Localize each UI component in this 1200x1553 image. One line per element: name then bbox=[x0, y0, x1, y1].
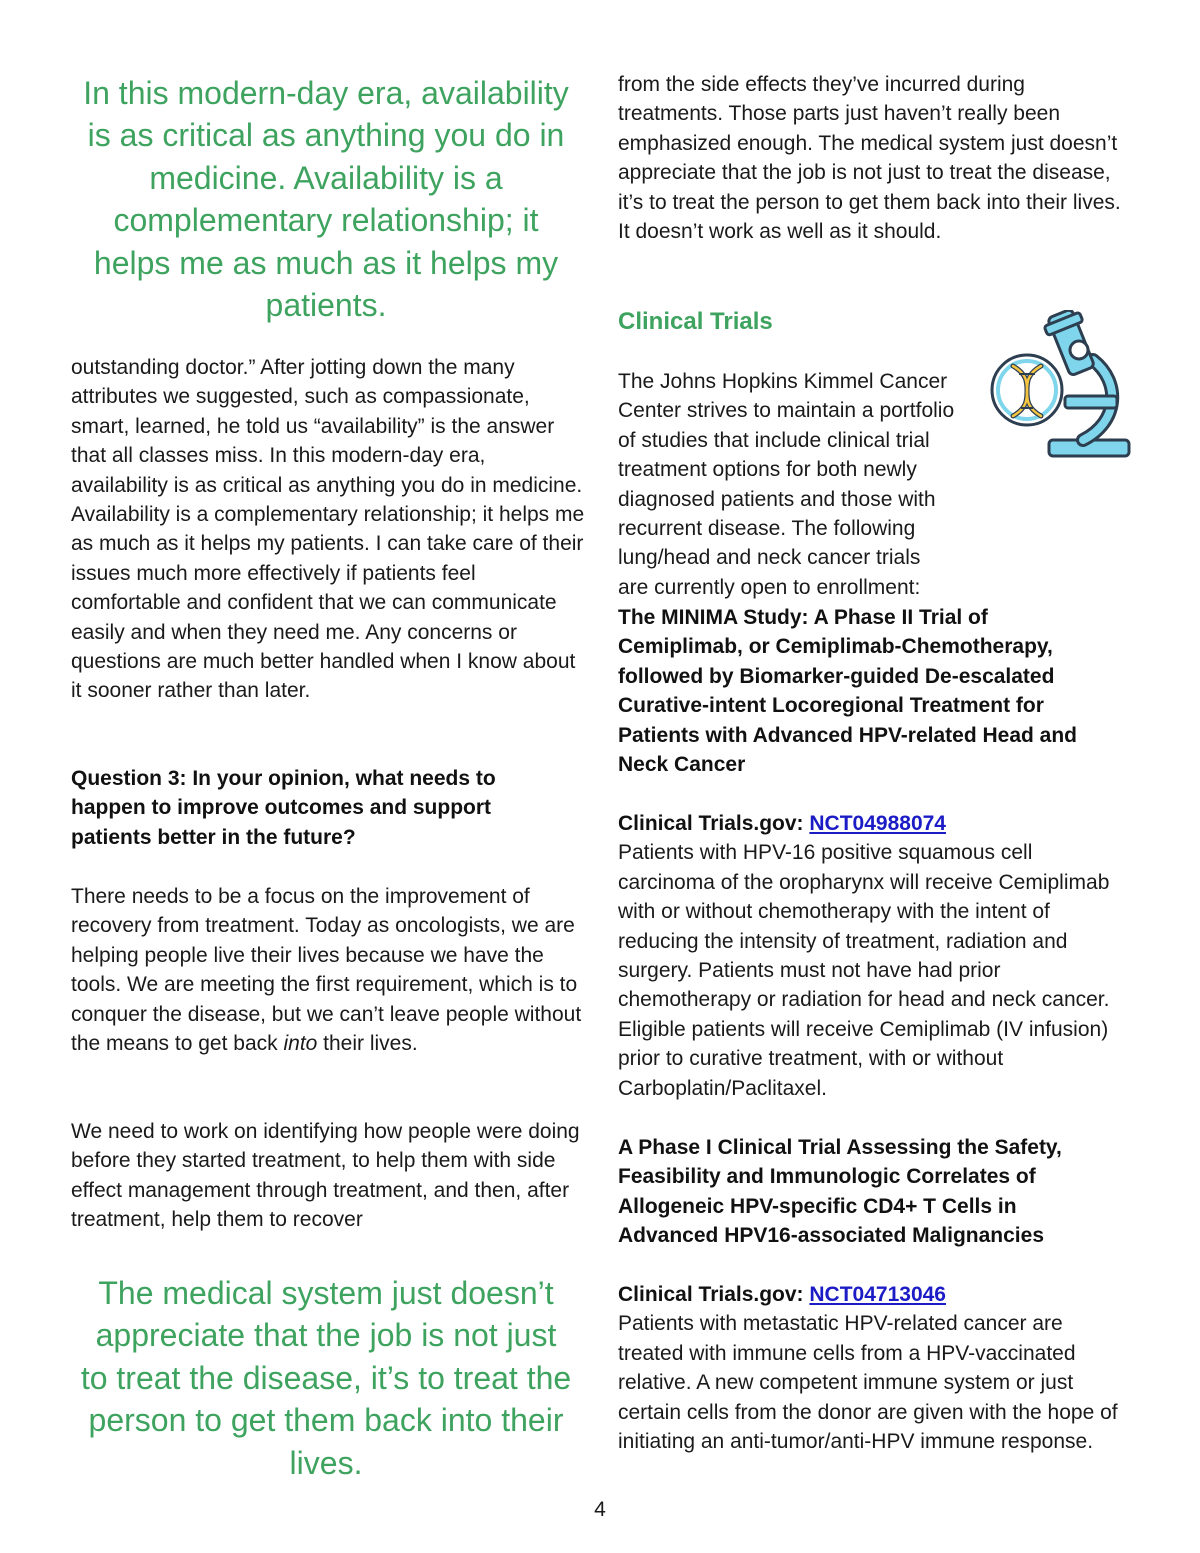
trial-1-nct-link[interactable]: NCT04988074 bbox=[809, 812, 946, 835]
clinical-trials-intro: The Johns Hopkins Kimmel Cancer Center strives to maintain a portfolio of studies that include clinical trial treatment options for both newly diagnosed patients and those with recurrent disease. The following lung/head and neck cancer trials are currently open to enrollment: bbox=[618, 370, 955, 599]
right-paragraph-continued: from the side effects they’ve incurred during treatments. Those parts just haven’t really been emphasized enough. The medical system just doesn’t appreciate that the job is not just to treat the disease, it’s to treat the person to get them back into their lives. It doesn’t work as well as it should. bbox=[618, 73, 1121, 244]
pull-quote-top: In this modern-day era, availability is as critical as anything you do in medicine. Availability is a complementary relationship; it helps me as much as it helps my patients. bbox=[83, 75, 569, 324]
emphasis-into: into bbox=[283, 1032, 318, 1056]
question-3-heading: Question 3: In your opinion, what needs to happen to improve outcomes and support patients better in the future? bbox=[71, 767, 496, 849]
trial-1-title: The MINIMA Study: A Phase II Trial of Cemiplimab, or Cemiplimab-Chemotherapy, followed by Biomarker-guided De-escalated Curative-intent Locoregional Treatment for Patients with Advanced HPV-related Head and Neck Cancer bbox=[618, 606, 1078, 777]
trial-1-registry-label: Clinical Trials.gov: bbox=[618, 812, 810, 835]
microscope-dna-icon bbox=[987, 310, 1133, 460]
page-number: 4 bbox=[594, 1498, 606, 1521]
trial-2-description: Patients with metastatic HPV-related cancer are treated with immune cells from a HPV-vaccinated relative. A new competent immune system or just certain cells from the donor are given with the hope of initiating an anti-tumor/anti-HPV immune response. bbox=[618, 1312, 1118, 1454]
left-paragraph-1: outstanding doctor.” After jotting down the many attributes we suggested, such as compassionate, smart, learned, he told us “availability” is the answer that all classes miss. In this modern-day era, availability is as critical as anything you do in medicine. Availability is a complementary relationship; it helps me as much as it helps my patients. I can take care of their issues much more effectively if patients feel comfortable and confident that we can communicate easily and when they need me. Any concerns or questions are much better handled when I know about it sooner rather than later. bbox=[71, 356, 585, 703]
trial-2-nct-link[interactable]: NCT04713046 bbox=[809, 1283, 946, 1306]
trial-1-description: Patients with HPV-16 positive squamous cell carcinoma of the oropharynx will receive Cemiplimab with or without chemotherapy with the intent of reducing the intensity of treatment, radiation and surgery. Patients must not have had prior chemotherapy or radiation for head and neck cancer. Eligible patients will receive Cemiplimab (IV infusion) prior to curative treatment, with or without Carboplatin/Paclitaxel. bbox=[618, 841, 1110, 1100]
trial-2-title: A Phase I Clinical Trial Assessing the Safety, Feasibility and Immunologic Correlates of Allogeneic HPV-specific CD4+ T Cells in Advanced HPV16-associated Malignancies bbox=[618, 1136, 1062, 1248]
trial-2-block bbox=[618, 1280, 1130, 1456]
left-paragraph-2: There needs to be a focus on the improvement of recovery from treatment. Today as oncologists, we are helping people live their lives because we have the tools. We are meeting the first requirement, which is to conquer the disease, but we can’t leave people without the means to get back into their lives. bbox=[71, 885, 582, 1056]
trial-2-registry-label: Clinical Trials.gov: bbox=[618, 1283, 810, 1306]
left-paragraph-3: We need to work on identifying how people were doing before they started treatment, to help them with side effect management through treatment, and then, after treatment, help them to recover bbox=[71, 1120, 580, 1232]
pull-quote-bottom: The medical system just doesn’t appreciate that the job is not just to treat the disease, it’s to treat the person to get them back into their lives. bbox=[80, 1275, 572, 1481]
trial-1-block bbox=[618, 809, 1130, 1103]
clinical-trials-heading: Clinical Trials bbox=[618, 308, 773, 335]
